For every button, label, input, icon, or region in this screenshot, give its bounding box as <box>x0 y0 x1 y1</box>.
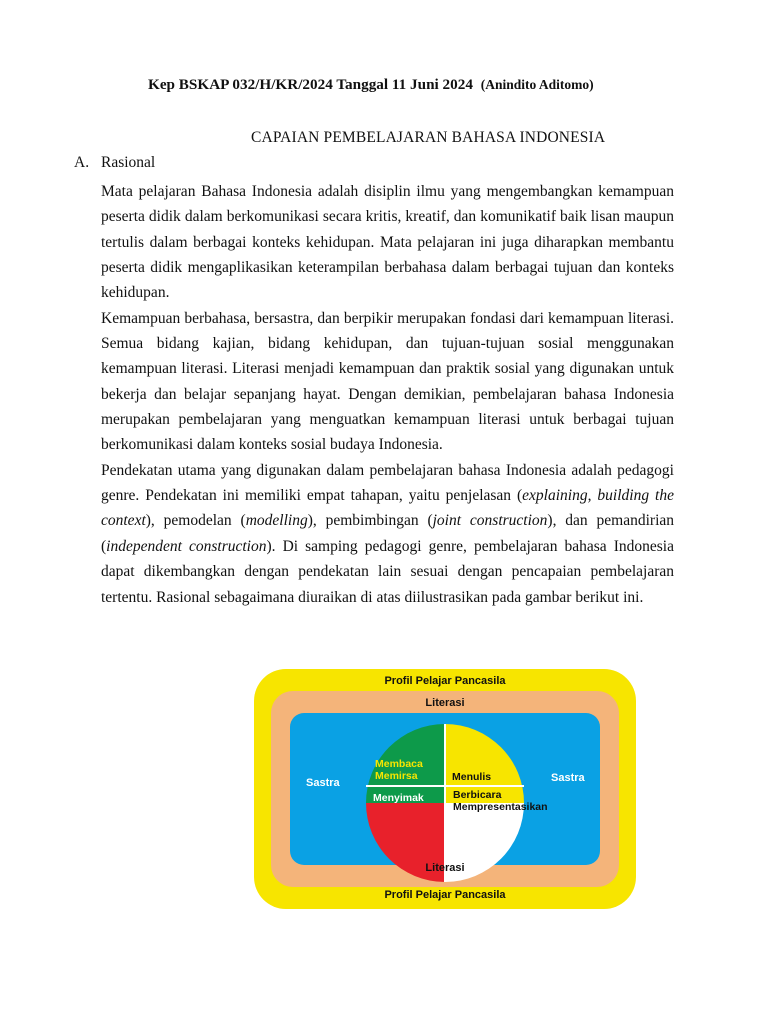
section-body <box>101 179 674 610</box>
outer-label-bottom: Profil Pelajar Pancasila <box>384 889 506 901</box>
document-title: CAPAIAN PEMBELAJARAN BAHASA INDONESIA <box>251 129 606 146</box>
quadrant-label-membaca <box>375 758 423 782</box>
middle-label-bottom: Literasi <box>425 862 465 874</box>
rational-diagram <box>254 669 636 909</box>
header-reference: Kep BSKAP 032/H/KR/2024 Tanggal 11 Juni 2024 <box>148 76 473 93</box>
quadrant-label-berbicara <box>453 789 548 813</box>
paragraph-3-text: ), dan pemandirian ( <box>101 512 675 555</box>
quadrant-label-line: Mempresentasikan <box>453 801 548 813</box>
inner-label-left: Sastra <box>306 777 340 789</box>
quadrant-label-menulis: Menulis <box>452 771 492 783</box>
quadrant-label-line: Membaca <box>375 758 423 770</box>
paragraph-3-text: ), pemodelan ( <box>145 512 246 530</box>
middle-label-top: Literasi <box>425 697 465 709</box>
paragraph-2: Kemampuan berbahasa, bersastra, dan berpikir merupakan fondasi dari kemampuan literasi. Semua bidang kajian, bidang kehidupan, dan tujuan-tujuan sosial menggunakan kemampuan literasi. Literasi menjadi kemampuan dan praktik sosial yang digunakan untuk bekerja dan belajar sepanjang hayat. Dengan demikian, pembelajaran bahasa Indonesia merupakan pembelajaran yang menguatkan kemampuan literasi untuk berbagai tujuan berkomunikasi dalam konteks sosial budaya Indonesia. <box>101 309 674 454</box>
paragraph-1: Mata pelajaran Bahasa Indonesia adalah disiplin ilmu yang mengembangkan kemampuan peserta didik dalam berkomunikasi secara kritis, kreatif, dan komunikatif baik lisan maupun tertulis dalam berbagai konteks kehidupan. Mata pelajaran ini juga diharapkan membantu peserta didik mengaplikasikan keterampilan berbahasa dalam berbagai tujuan dan konteks kehidupan. <box>101 183 674 302</box>
paragraph-3-term: joint construction <box>432 512 548 530</box>
paragraph-3-text: ), pembimbingan ( <box>307 512 433 530</box>
paragraph-3-term: explaining, building the context <box>101 487 674 530</box>
section-title: Rasional <box>101 154 156 171</box>
paragraph-3-term: independent construction <box>106 537 267 555</box>
inner-label-right: Sastra <box>551 772 585 784</box>
document-header <box>148 76 594 94</box>
outer-label-top: Profil Pelajar Pancasila <box>384 675 506 687</box>
paragraph-3-text: Pendekatan utama yang digunakan dalam pembelajaran bahasa Indonesia adalah pedagogi genre. Pendekatan ini memiliki empat tahapan, yaitu penjelasan ( <box>101 461 674 505</box>
paragraph-3-text: ). Di samping pedagogi genre, pembelajaran bahasa Indonesia dapat dikembangkan dengan pendekatan lain sesuai dengan pencapaian pembelajaran tertentu. Rasional sebagaimana diuraikan di atas diilustrasikan pada gambar berikut ini. <box>101 537 674 606</box>
section-letter: A. <box>74 154 90 171</box>
quadrant-label-menyimak: Menyimak <box>373 792 424 804</box>
header-author: (Anindito Aditomo) <box>480 77 594 92</box>
paragraph-3-term: modelling <box>245 512 308 530</box>
quadrant-label-line: Memirsa <box>375 770 418 782</box>
paragraph-3 <box>101 458 674 610</box>
quadrant-label-line: Berbicara <box>453 789 502 801</box>
